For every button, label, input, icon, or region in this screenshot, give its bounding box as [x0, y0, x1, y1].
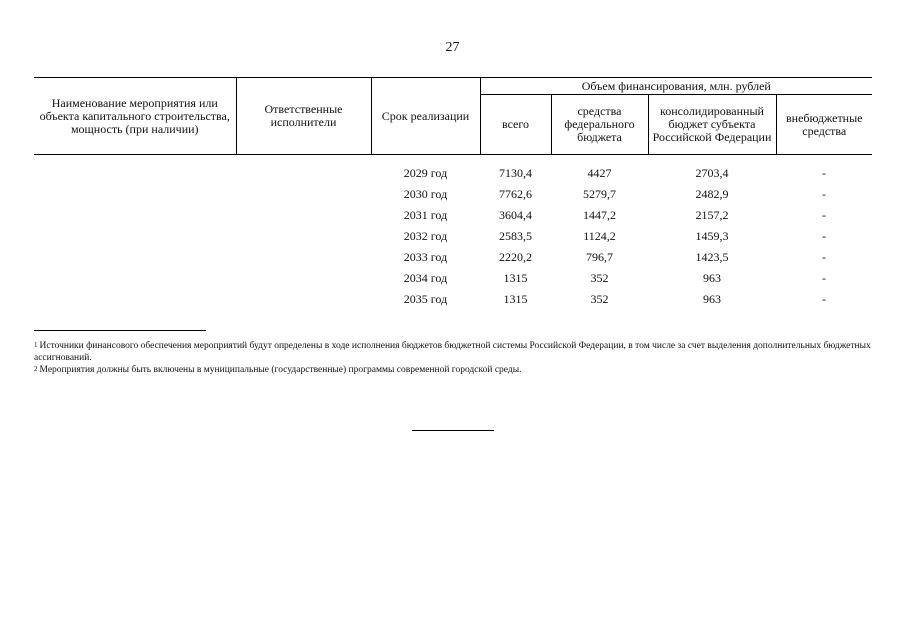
cell-period: 2035 год [403, 292, 448, 306]
cell-period: 2032 год [403, 229, 448, 243]
header-name: Наименование мероприятия или объекта капитального строительства, мощность (при наличии) [34, 78, 236, 155]
footnote-mark: 2 [34, 365, 38, 373]
cell-federal: 796,7 [586, 250, 613, 264]
footnote [34, 340, 872, 364]
footnote-mark: 1 [34, 341, 38, 349]
cell-extrabudgetary: - [822, 250, 826, 264]
footnote [34, 364, 872, 376]
header-regional: консолидированный бюджет субъекта Российской Федерации [648, 95, 776, 155]
footnote-separator [34, 330, 206, 331]
footnotes [34, 340, 872, 376]
financing-table [34, 77, 872, 310]
page-number: 27 [445, 40, 460, 55]
header-total: всего [480, 95, 551, 155]
cell-federal: 1447,2 [583, 208, 616, 222]
header-responsible: Ответственные исполнители [236, 78, 371, 155]
table-row [34, 205, 872, 226]
cell-total: 7130,4 [499, 166, 532, 180]
cell-period: 2029 год [403, 166, 448, 180]
cell-extrabudgetary: - [822, 166, 826, 180]
cell-extrabudgetary: - [822, 187, 826, 201]
cell-extrabudgetary: - [822, 208, 826, 222]
cell-regional: 2703,4 [695, 166, 729, 180]
table-row [34, 226, 872, 247]
header-funding-group: Объем финансирования, млн. рублей [480, 78, 872, 95]
cell-regional: 963 [703, 271, 721, 285]
cell-total: 2220,2 [499, 250, 532, 264]
cell-extrabudgetary: - [822, 229, 826, 243]
header-federal: средства федерального бюджета [551, 95, 648, 155]
cell-total: 1315 [503, 292, 528, 306]
cell-total: 2583,5 [499, 229, 532, 243]
cell-period: 2030 год [403, 187, 448, 201]
cell-federal: 5279,7 [583, 187, 616, 201]
cell-regional: 2157,2 [695, 208, 729, 222]
cell-period: 2033 год [403, 250, 448, 264]
table-row [34, 163, 872, 184]
footnote-text: Мероприятия должны быть включены в муниципальные (государственные) программы современной городской среды. [39, 365, 522, 375]
table-row [34, 184, 872, 205]
header-extrabudgetary: внебюджетные средства [776, 95, 872, 155]
cell-federal: 4427 [587, 166, 612, 180]
cell-federal: 352 [590, 271, 609, 285]
document-end-rule [412, 430, 494, 431]
cell-period: 2031 год [403, 208, 448, 222]
cell-federal: 352 [590, 292, 609, 306]
cell-regional: 1459,3 [695, 229, 729, 243]
table-row [34, 268, 872, 289]
cell-total: 3604,4 [499, 208, 532, 222]
cell-total: 1315 [503, 271, 528, 285]
cell-period: 2034 год [403, 271, 448, 285]
cell-regional: 1423,5 [695, 250, 729, 264]
table-row [34, 247, 872, 268]
table-row [34, 289, 872, 310]
cell-federal: 1124,2 [583, 229, 616, 243]
cell-regional: 963 [703, 292, 721, 306]
cell-regional: 2482,9 [695, 187, 729, 201]
header-period: Срок реализации [371, 78, 480, 155]
cell-extrabudgetary: - [822, 271, 826, 285]
cell-extrabudgetary: - [822, 292, 826, 306]
footnote-text: Источники финансового обеспечения мероприятий будут определены в ходе исполнения бюджетов бюджетной системы Российской Федерации, в том числе за счет выделения дополнительных бюджетных ассигнований. [34, 341, 871, 363]
cell-total: 7762,6 [499, 187, 532, 201]
